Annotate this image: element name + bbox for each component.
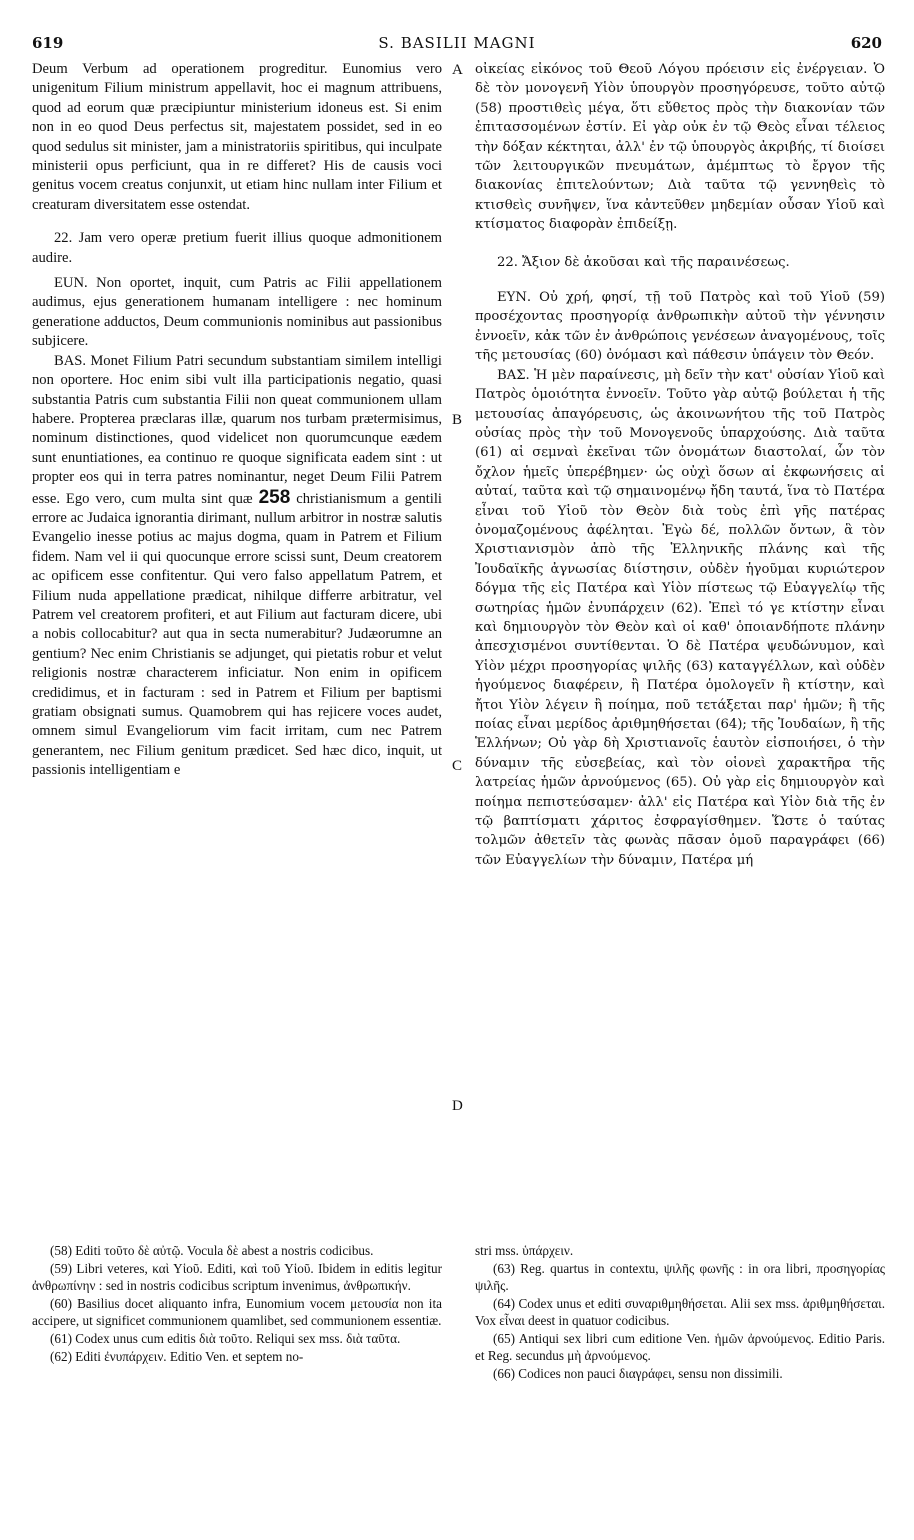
latin-paragraph-4b: christianismum a gentili errore ac Judaica ignorantia dirimant, nullum arbitror in nostræ salutis Evangelio inesse potius ac majus dogma, quam in Patrem et Filium fidem. Nam vel ii qui quocunque errore scissi sunt, Deum creatorem ac opificem esse confitentur. Qui vero falso appellatum Patrem, et Filium nuda appellatione prædicat, nihilque differre arbitratur, vel Patrem vel creatorem profiteri, et aut Filium aut facturam dicere, ubi a nobis collocabitur? aut qua in secta numerabitur? Judæorumne an gentium? Nec enim Christianis se adjunget, qui pietatis robur et velut religionis nostræ characterem inficiatur. Non enim in opificem credidimus, et in facturam : sed in Patrem et Filium per baptismi gratiam obsignati sumus. Quamobrem qui has rejicere voces audet, omnem simul Evangeliorum vim facit irritam, cum nec Patrem generantem, nec Filium genitum prædicet. Sed hæc dico, inquit, ut passionis intelligentiam e — [32, 490, 442, 779]
page-number-right: 620 — [850, 34, 882, 52]
page-number-left: 619 — [32, 34, 64, 52]
footnote: (64) Codex unus et editi συναριθμηθήσεται. Alii sex mss. ἀριθμηθήσεται. Vox εἶναι deest in quatuor codicibus. — [475, 1296, 885, 1328]
footnote: (63) Reg. quartus in contextu, ψιλῆς φωνῆς : in ora libri, προσηγορίας ψιλῆς. — [475, 1261, 885, 1293]
footnote: (61) Codex unus cum editis διὰ τοῦτο. Reliqui sex mss. διὰ ταῦτα. — [50, 1331, 401, 1346]
latin-paragraph-3: EUN. Non oportet, inquit, cum Patris ac Filii appellationem audimus, ejus generationem humanam intelligere : nec hominum generatione adductos, Deum communionis nominibus aut passionibus subjicere. — [32, 275, 442, 350]
greek-paragraph-1: οἰκείας εἰκόνος τοῦ Θεοῦ Λόγου πρόεισιν εἰς ἐνέργειαν. Ὁ δὲ τὸν μονογενῆ Υἱὸν ὑπουργὸν προσηγόρευσε, τοῦτο αὐτῷ (58) προστιθεὶς μέγα, ὅτι εὔθετος πρὸς τὴν διακονίαν τῶν ἐπιτασσομένων ἐστίν. Εἰ γὰρ οὐκ ἐν τῷ Θεὸς εἶναι τέλειος τὴν δόξαν κέκτηται, ἀλλ' ἐν τῷ ὑπουργὸς ἀκριβής, τί διοίσει τῶν λειτουργικῶν πνευμάτων, ἀμέμπτως τὸ ἔργον τῆς διακονίας ἐπιτελούντων; Διὰ ταῦτα τῷ γεννηθεὶς τὸ κτισθεὶς συνῆψεν, ἵνα κἀντεῦθεν μηδεμίαν οὖσαν Υἱοῦ καὶ κτίσματος διαφορὰν ἐπιδείξῃ. — [475, 62, 885, 233]
marker-b: B — [452, 412, 463, 428]
greek-column — [475, 60, 885, 870]
footnote: stri mss. ὑπάρχειν. — [475, 1243, 574, 1258]
page-header — [0, 34, 914, 58]
marker-c: C — [452, 758, 463, 774]
footnotes-left — [32, 1242, 442, 1366]
footnote: (59) Libri veteres, καὶ Υἱοῦ. Editi, καὶ τοῦ Υἱοῦ. Ibidem in editis legitur ἀνθρωπίνην : sed in nostris codicibus scriptum invenimus, ἀνθρωπικήν. — [32, 1261, 442, 1293]
greek-paragraph-2: 22. Ἄξιον δὲ ἀκοῦσαι καὶ τῆς παραινέσεως. — [497, 254, 790, 270]
page-ref-number: 258 — [258, 486, 291, 508]
running-title: S. BASILII MAGNI — [378, 34, 536, 52]
latin-paragraph-2: 22. Jam vero operæ pretium fuerit illius quoque admonitionem audire. — [32, 230, 442, 266]
greek-paragraph-3: ΕΥΝ. Οὐ χρή, φησί, τῇ τοῦ Πατρὸς καὶ τοῦ Υἱοῦ (59) προσέχοντας προσηγορίᾳ ἀνθρωπικὴν αὐτοῦ τὴν γέννησιν ἐννοεῖν, κἀκ τῶν ἐν ἀνθρώποις γενέσεων ἀναγομένους, τοῖς τῆς μετουσίας (60) ὀνόμασι καὶ πάθεσιν ὑπάγειν τὸν Θεόν. — [475, 290, 885, 364]
latin-column — [32, 60, 442, 781]
marker-d: D — [452, 1098, 463, 1114]
footnotes-right — [475, 1242, 885, 1383]
latin-paragraph-4 — [32, 352, 442, 781]
marker-a: A — [452, 62, 463, 78]
footnote: (62) Editi ἐνυπάρχειν. Editio Ven. et septem no- — [50, 1349, 304, 1364]
footnote: (65) Antiqui sex libri cum editione Ven. ἡμῶν ἀρνούμενος. Editio Paris. et Reg. secundus μὴ ἀρνούμενος. — [475, 1331, 885, 1363]
greek-paragraph-4: ΒΑΣ. Ἡ μὲν παραίνεσις, μὴ δεῖν τὴν κατ' οὐσίαν Υἱοῦ καὶ Πατρὸς ὁμοιότητα ἐννοεῖν. Τοῦτο γὰρ αὐτῷ βούλεται ἡ τῆς μετουσίας ἀπαγόρευσις, ὡς ἀκοινωνήτου τῆς τοῦ Πατρὸς οὐσίας πρὸς τὴν τοῦ Μονογενοῦς ὑπαρχούσης. Διὰ ταῦτα (61) αἱ σεμναὶ ἐκεῖναι τῶν ὀνομάτων διαστολαί, ὧν τὸν ὄχλον ἡμεῖς ὑπερέβημεν· ὡς οὐχὶ ὅσων αἱ ἐκφωνήσεις αἱ αὐταί, ταῦτα καὶ τῷ σημαινομένῳ ἤδη ταυτά, ἵνα τὸ Πατέρα εἶναι τοῦ Υἱοῦ τὸν Θεὸν διὰ τοὺς ἐπὶ γῆς πατέρας ὀνομαζομένους ἀφέληται. Ἐγὼ δέ, πολλῶν ὄντων, ἃ τὸν Χριστιανισμὸν ἀπὸ τῆς Ἑλληνικῆς πλάνης καὶ τῆς Ἰουδαϊκῆς ἀγνωσίας διίστησιν, οὐδὲν ἡγοῦμαι κυριώτερον δόγμα τῆς εἰς Πατέρα καὶ Υἱὸν πίστεως τῷ Εὐαγγελίῳ τῆς σωτηρίας ἡμῶν ἐνυπάρχειν (62). Ἐπεὶ τό γε κτίστην εἶναι καὶ δημιουργὸν τὸν Θεὸν καὶ οἱ καθ' ὁποιανδήποτε πλάνην ἀπεσχισμένοι συντίθενται. Ὁ δὲ Πατέρα ψευδώνυμον, καὶ Υἱὸν μέχρι προσηγορίας ψιλῆς (63) καταγγέλλων, καὶ οὐδὲν ἡγούμενος διαφέρειν, ἢ Πατέρα ὁμολογεῖν ἢ κτίστην, καὶ ἤτοι Υἱὸν λέγειν ἢ ποίημα, ποῦ τετάξεται παρ' ἡμῶν; ἢ τῆς ποίας εἶναι μερίδος ἀριθμηθήσεται (64); τῆς Ἰουδαίων, ἢ τῆς Ἑλλήνων; Οὐ γὰρ δὴ Χριστιανοῖς ἑαυτὸν εἰσποιήσει, ὁ τὴν δύναμιν τῆς εὐσεβείας, καὶ τὸν οἱονεὶ χαρακτῆρα τῆς λατρείας ἡμῶν ἀρνούμενος (65). Οὐ γὰρ εἰς δημιουργὸν καὶ ποίημα πεπιστεύσαμεν· ἀλλ' εἰς Πατέρα καὶ Υἱὸν διὰ τῆς ἐν τῷ βαπτίσματι χάριτος ἐσφραγίσθημεν. Ὥστε ὁ ταύτας τολμῶν ἀθετεῖν τὰς φωνὰς πᾶσαν ὁμοῦ παραγράφει (66) τῶν Εὐαγγελίων τὴν δύναμιν, Πατέρα μή — [475, 367, 885, 868]
footnote: (58) Editi τοῦτο δὲ αὐτῷ. Vocula δὲ abest a nostris codicibus. — [50, 1243, 374, 1258]
footnote: (66) Codices non pauci διαγράφει, sensu non dissimili. — [493, 1366, 783, 1381]
latin-paragraph-1: Deum Verbum ad operationem progreditur. Eunomius vero unigenitum Filium ministrum appellavit, hoc ei magnum attribuens, quod ad eorum quæ præcipiuntur ministerium idoneus est. Si enim non in eo quod Deus perfectus sit, majestatem possidet, sed in eo quod sedulus sit minister, jam a ministratoriis spiritibus, qui inculpate ministerii opus perficiunt, qua in re differet? His de causis voci genitus vocem creatus conjunxit, ut etiam hinc nullam inter Filium et creaturam diversitatem esse ostendat. — [32, 61, 442, 213]
latin-paragraph-4a: BAS. Monet Filium Patri secundum substantiam similem intelligi non oportere. Hoc enim sibi vult illa participationis negatio, quasi substantia Patris cum substantia Filii non queat communionem ullam habere. Propterea præclaras illæ, quarum nos turbam prætermisimus, nominum distinctiones, quod videlicet non quorumcunque eædem sunt enuntiationes, ea continuo re quoque significata eadem sint : ut propter eos qui in terra patres nominantur, neget Deum Filii Patrem esse. Ego vero, cum multa sint quæ — [32, 352, 442, 507]
footnote: (60) Basilius docet aliquanto infra, Eunomium vocem μετουσία non ita accipere, ut significet communionem quamlibet, sed communionem essentiæ. — [32, 1296, 442, 1328]
